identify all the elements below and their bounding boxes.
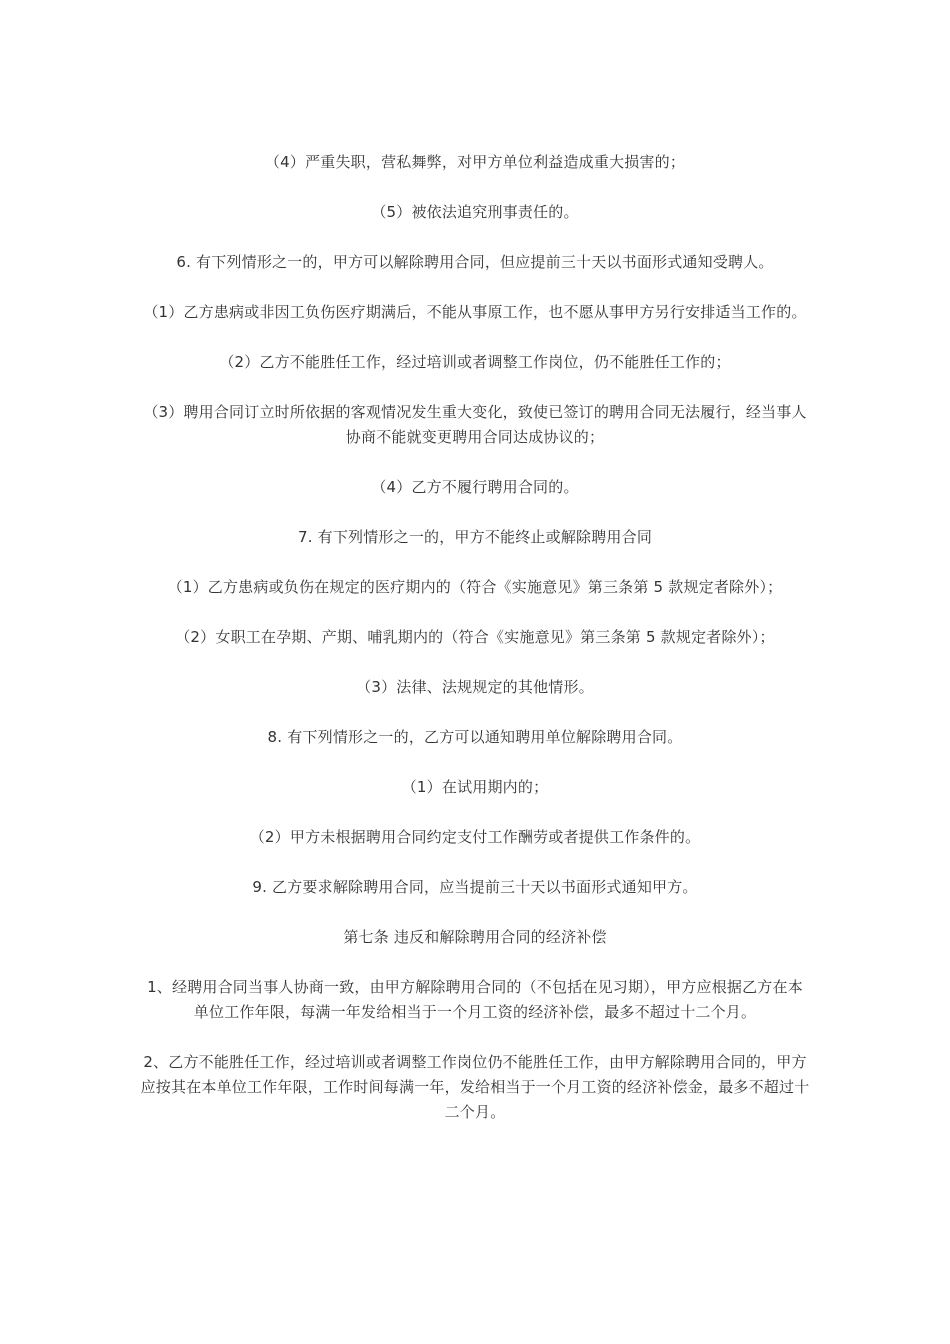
clause-heading: 6. 有下列情形之一的，甲方可以解除聘用合同，但应提前三十天以书面形式通知受聘人。 [176,253,774,271]
clause-paragraph: （5）被依法追究刑事责任的。 [371,203,579,221]
clause-paragraph: 1、经聘用合同当事人协商一致，由甲方解除聘用合同的（不包括在见习期），甲方应根据乙方在本单位工作年限，每满一年发给相当于一个月工资的经济补偿，最多不超过十二个月。 [147,978,803,1021]
clause-heading: 9. 乙方要求解除聘用合同，应当提前三十天以书面形式通知甲方。 [252,878,698,896]
clause-heading: 8. 有下列情形之一的，乙方可以通知聘用单位解除聘用合同。 [267,728,683,746]
clause-paragraph: （2）甲方未根据聘用合同约定支付工作酬劳或者提供工作条件的。 [249,828,701,846]
clause-paragraph: （4）乙方不履行聘用合同的。 [371,478,579,496]
clause-paragraph: （4）严重失职，营私舞弊，对甲方单位利益造成重大损害的； [264,153,686,171]
clause-heading: 7. 有下列情形之一的，甲方不能终止或解除聘用合同 [297,528,653,546]
article-title: 第七条 违反和解除聘用合同的经济补偿 [343,928,607,946]
clause-paragraph: （3）法律、法规规定的其他情形。 [356,678,594,696]
clause-paragraph: 2、乙方不能胜任工作，经过培训或者调整工作岗位仍不能胜任工作，由甲方解除聘用合同的，甲方应按其在本单位工作年限，工作时间每满一年，发给相当于一个月工资的经济补偿金，最多不超过十二个月。 [140,1053,810,1121]
clause-paragraph: （1）乙方患病或负伤在规定的医疗期内的（符合《实施意见》第三条第 5 款规定者除外）； [167,578,783,596]
clause-paragraph: （2）乙方不能胜任工作，经过培训或者调整工作岗位，仍不能胜任工作的； [219,353,731,371]
document-body [140,150,810,1150]
clause-paragraph: （1）在试用期内的； [401,778,549,796]
clause-paragraph: （3）聘用合同订立时所依据的客观情况发生重大变化，致使已签订的聘用合同无法履行，经当事人协商不能就变更聘用合同达成协议的； [143,403,807,446]
clause-paragraph: （2）女职工在孕期、产期、哺乳期内的（符合《实施意见》第三条第 5 款规定者除外）； [175,628,775,646]
clause-paragraph: （1）乙方患病或非因工负伤医疗期满后，不能从事原工作，也不愿从事甲方另行安排适当工作的。 [143,303,807,321]
